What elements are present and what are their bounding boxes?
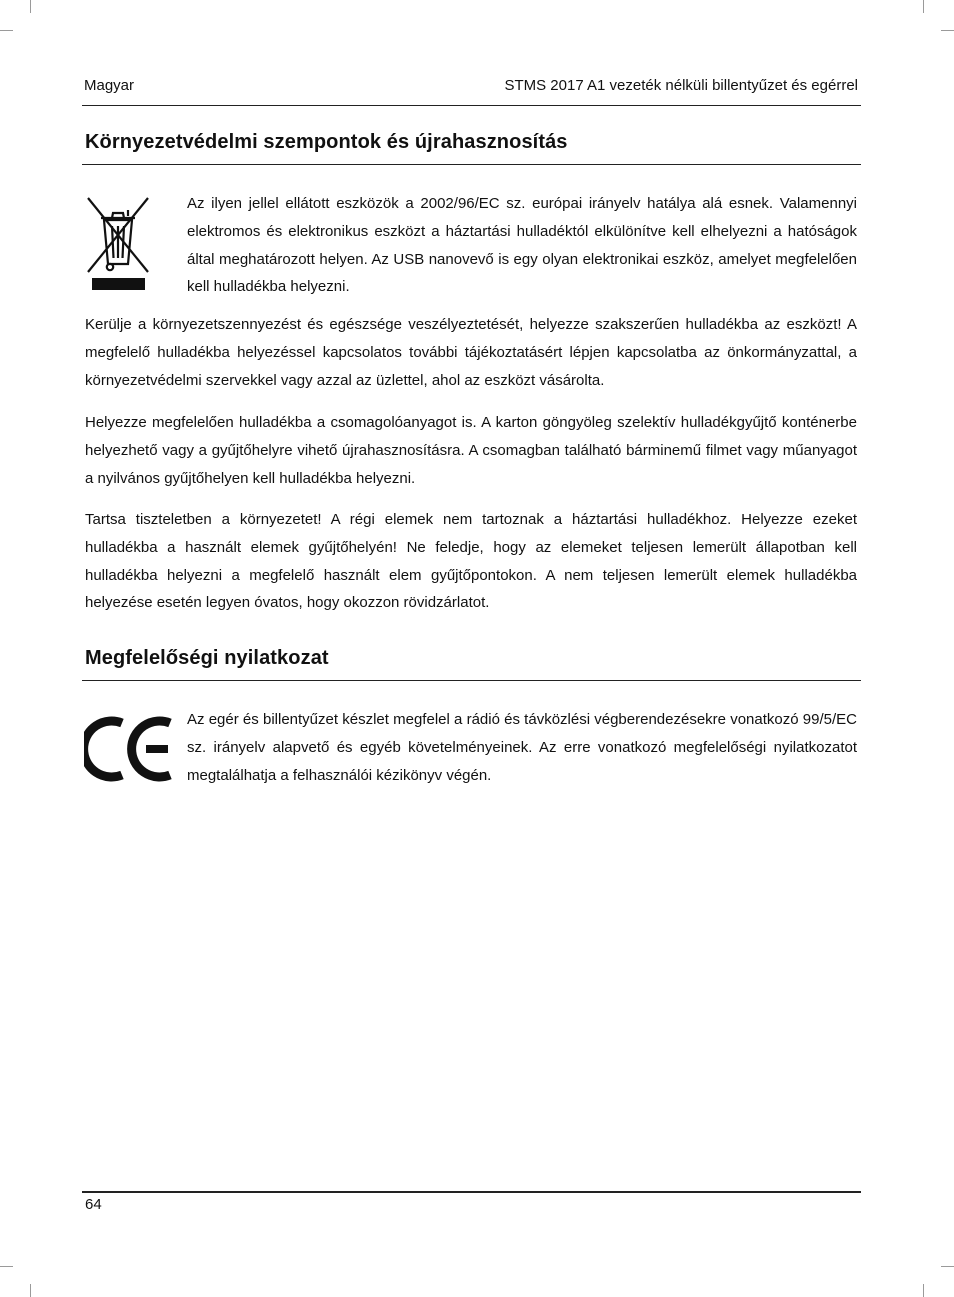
crop-mark <box>0 30 13 31</box>
crossed-out-wheelie-bin-icon <box>84 194 152 292</box>
crop-mark <box>923 0 924 13</box>
ce-mark-icon <box>84 716 176 782</box>
crop-mark <box>941 1266 954 1267</box>
page-number: 64 <box>85 1196 102 1213</box>
footer-rule <box>82 1191 861 1193</box>
header-rule <box>82 105 861 106</box>
section-rule <box>82 680 861 681</box>
section-heading-conformity: Megfelelőségi nyilatkozat <box>85 647 329 669</box>
crop-mark <box>941 30 954 31</box>
crop-mark <box>30 1284 31 1297</box>
conformity-paragraph: Az egér és billentyűzet készlet megfelel a rádió és távközlési végberendezésekre vonatkozó 99/5/EC sz. irányelv alapvető és egyéb követelményeinek. Az erre vonatkozó megfelelőségi nyilatkozatot megtalálhatja a felhasználói kézikönyv végén. <box>187 711 857 784</box>
crop-mark <box>30 0 31 13</box>
crop-mark <box>923 1284 924 1297</box>
section-heading-environment: Környezetvédelmi szempontok és újrahasznosítás <box>85 131 568 153</box>
weee-paragraph: Az ilyen jellel ellátott eszközök a 2002/96/EC sz. európai irányelv hatálya alá esnek. Valamennyi elektromos és elektronikus eszközt a háztartási hulladéktól elkülönítve kell elhelyezni a hatóságok által meghatározott helyen. Az USB nanovevő is egy olyan elektronikai eszköz, amelyet megfelelően kell hulladékba helyezni. <box>187 195 857 296</box>
body-paragraph: Tartsa tiszteletben a környezetet! A régi elemek nem tartoznak a háztartási hulladékhoz. Helyezze ezeket hulladékba a használt elemek gyűjtőhelyén! Ne feledje, hogy az elemeket teljesen lemerült állapotban kell hulladékba helyezni a megfelelő használt elem gyűjtőpontokon. A nem teljesen lemerült elemek hulladékba helyezése esetén legyen óvatos, hogy okozzon rövidzárlatot. <box>85 511 857 612</box>
header-product-title: STMS 2017 A1 vezeték nélküli billentyűzet és egérrel <box>504 77 858 94</box>
header-language: Magyar <box>84 77 135 94</box>
body-paragraph: Helyezze megfelelően hulladékba a csomagolóanyagot is. A karton göngyöleg szelektív hulladékgyűjtő konténerbe helyezhető vagy a gyűjtőhelyre vihető újrahasznosításra. A csomagban található bárminemű filmet vagy műanyagot a nyilvános gyűjtőhelyen kell hulladékba helyezni. <box>85 414 857 487</box>
body-paragraph: Kerülje a környezetszennyezést és egészsége veszélyeztetését, helyezze szakszerűen hulladékba az eszközt! A megfelelő hulladékba helyezéssel kapcsolatos további tájékoztatásért lépjen kapcsolatba az önkormányzattal, a környezetvédelmi szervekkel vagy azzal az üzlettel, ahol az eszközt vásárolta. <box>85 316 857 389</box>
running-header <box>84 77 858 94</box>
section-rule <box>82 164 861 165</box>
crop-mark <box>0 1266 13 1267</box>
